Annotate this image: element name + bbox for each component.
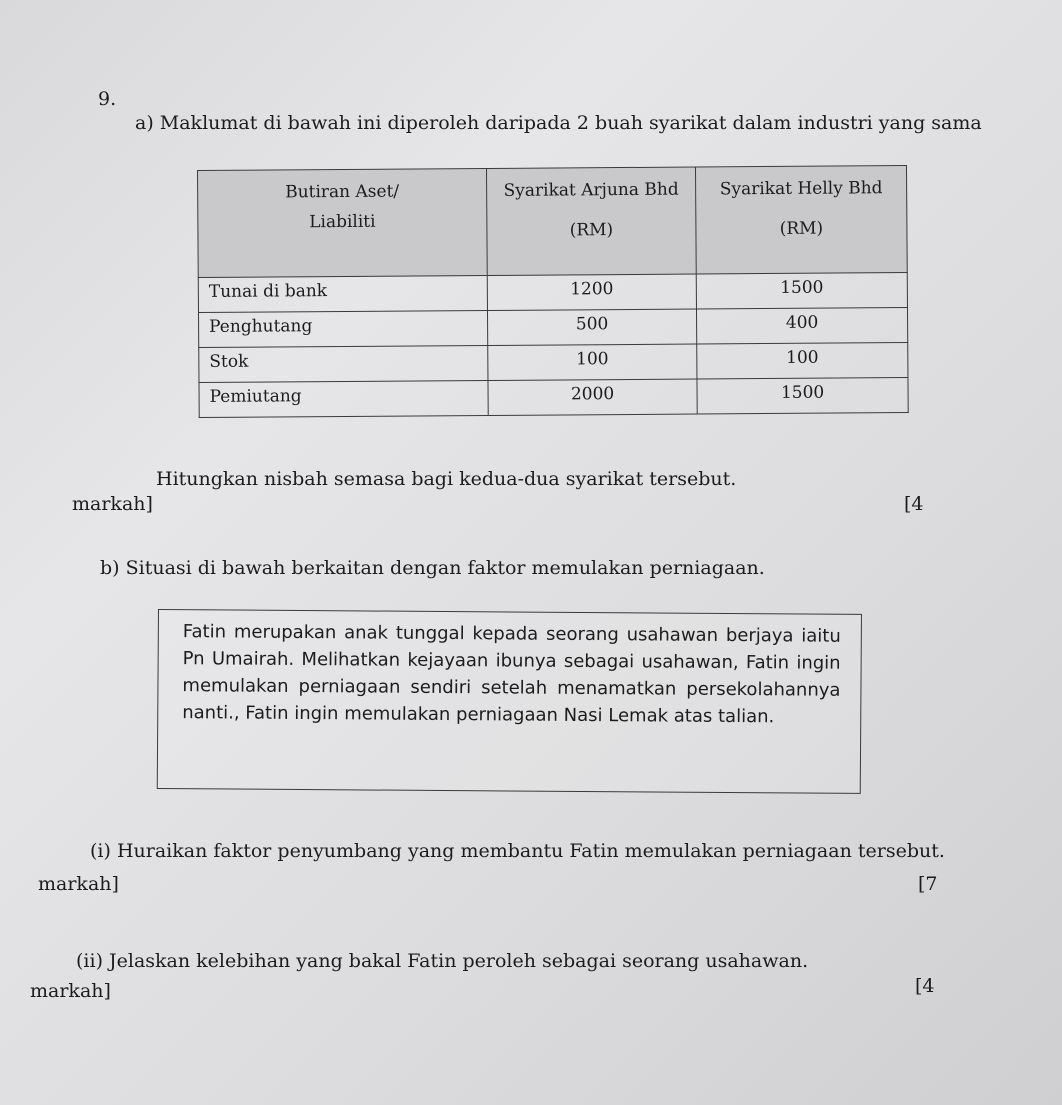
header-item xyxy=(198,168,488,277)
row-helly-value: 1500 xyxy=(697,378,908,414)
header-item-line1: Butiran Aset/ xyxy=(285,181,400,203)
row-item: Tunai di bank xyxy=(198,275,487,312)
table-row xyxy=(198,308,907,348)
row-item: Penghutang xyxy=(198,310,487,347)
row-arjuna-value: 500 xyxy=(487,309,696,345)
part-b-i-question: (i) Huraikan faktor penyumbang yang membantu Fatin memulakan perniagaan tersebut. xyxy=(90,840,945,862)
row-arjuna-value: 100 xyxy=(488,344,697,380)
situation-box: Fatin merupakan anak tunggal kepada seorang usahawan berjaya iaitu Pn Umairah. Melihatkan kejayaan ibunya sebagai usahawan, Fatin ingin memulakan perniagaan sendiri setelah menamatkan persekolahannya nanti., Fatin ingin memulakan perniagaan Nasi Lemak atas talian. xyxy=(157,609,862,794)
part-a-text: a) Maklumat di bawah ini diperoleh daripada 2 buah syarikat dalam industri yang sama xyxy=(135,112,982,134)
table-row xyxy=(199,343,908,383)
header-helly-line2: (RM) xyxy=(779,218,824,239)
question-number: 9. xyxy=(98,88,117,110)
table-row xyxy=(199,378,908,418)
part-b-i-markah-label: markah] xyxy=(38,873,119,895)
row-helly-value: 1500 xyxy=(696,273,907,309)
header-arjuna-line1: Syarikat Arjuna Bhd xyxy=(503,179,679,201)
table-header-row xyxy=(198,166,908,278)
header-arjuna-line2: (RM) xyxy=(569,220,614,241)
part-b-i-marks: [7 xyxy=(918,873,938,895)
part-a-markah-label: markah] xyxy=(72,493,153,515)
part-a-instruction: Hitungkan nisbah semasa bagi kedua-dua syarikat tersebut. xyxy=(156,468,737,490)
part-a-marks: [4 xyxy=(904,493,924,515)
part-b-ii-question: (ii) Jelaskan kelebihan yang bakal Fatin peroleh sebagai seorang usahawan. xyxy=(76,950,809,972)
table-row xyxy=(198,273,907,313)
part-b-ii-marks: [4 xyxy=(915,975,935,997)
row-arjuna-value: 2000 xyxy=(488,379,697,415)
row-item: Pemiutang xyxy=(199,380,488,417)
header-helly xyxy=(695,166,907,274)
part-b-ii-markah-label: markah] xyxy=(30,980,111,1002)
row-helly-value: 400 xyxy=(696,308,907,344)
row-helly-value: 100 xyxy=(697,343,908,379)
header-helly-line1: Syarikat Helly Bhd xyxy=(719,178,883,200)
row-item: Stok xyxy=(199,345,488,382)
header-arjuna xyxy=(486,167,696,275)
row-arjuna-value: 1200 xyxy=(487,274,696,310)
header-item-line2: Liabiliti xyxy=(309,211,376,233)
part-b-text: b) Situasi di bawah berkaitan dengan faktor memulakan perniagaan. xyxy=(100,557,765,579)
asset-liability-table xyxy=(197,165,909,418)
